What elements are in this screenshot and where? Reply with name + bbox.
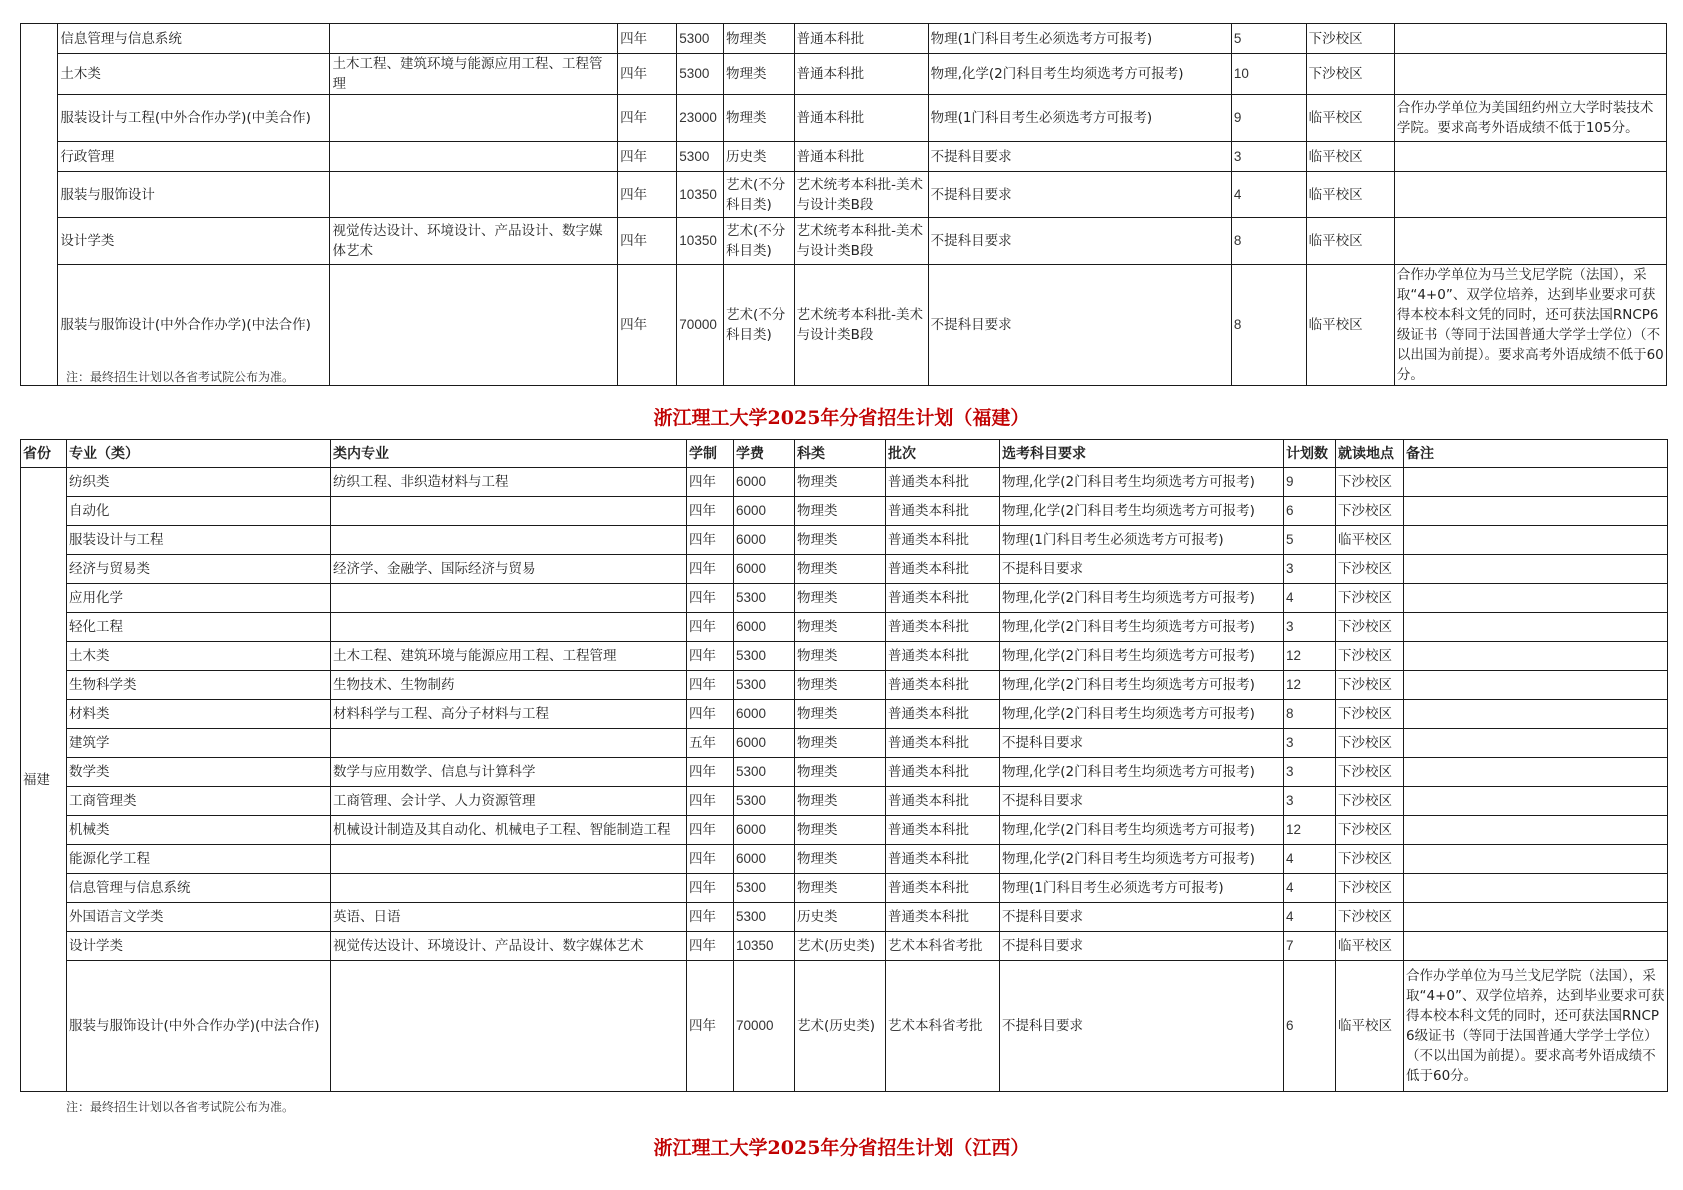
years-cell: 四年 [687,497,734,526]
campus-cell: 下沙校区 [1336,700,1404,729]
subjects-cell: 不提科目要求 [928,172,1231,218]
table-header-row [21,440,1668,468]
batch-cell: 艺术本科省考批 [886,932,1000,961]
note-cell [1394,24,1666,54]
category-cell: 历史类 [724,142,795,172]
major-cell: 服装设计与工程 [67,526,331,555]
subjects-cell: 物理,化学(2门科目考生均须选考方可报考) [1000,497,1284,526]
category-cell: 物理类 [795,729,886,758]
table-row [21,218,1667,265]
batch-cell: 普通类本科批 [886,526,1000,555]
note-cell [1404,671,1668,700]
table-row [21,874,1668,903]
years-cell: 四年 [618,95,677,142]
subjects-cell: 不提科目要求 [1000,961,1284,1092]
note-cell [1404,584,1668,613]
fee-cell: 5300 [734,642,795,671]
years-cell: 四年 [687,787,734,816]
header-campus: 就读地点 [1336,440,1404,468]
batch-cell: 普通类本科批 [886,613,1000,642]
subjects-cell: 物理,化学(2门科目考生均须选考方可报考) [1000,584,1284,613]
years-cell: 四年 [687,758,734,787]
years-cell: 四年 [687,671,734,700]
years-cell: 四年 [687,932,734,961]
fee-cell: 5300 [734,787,795,816]
fee-cell: 10350 [677,218,724,265]
category-cell: 物理类 [724,95,795,142]
subjects-cell: 不提科目要求 [1000,903,1284,932]
sub-major-cell: 视觉传达设计、环境设计、产品设计、数字媒体艺术 [330,218,618,265]
fee-cell: 5300 [734,671,795,700]
category-cell: 艺术(不分科目类) [724,218,795,265]
campus-cell: 下沙校区 [1306,54,1394,95]
footnote: 注：最终招生计划以各省考试院公布为准。 [66,1100,295,1114]
header-fee: 学费 [734,440,795,468]
fee-cell: 6000 [734,700,795,729]
plan-cell: 3 [1284,758,1336,787]
batch-cell: 普通类本科批 [886,555,1000,584]
campus-cell: 临平校区 [1306,142,1394,172]
sub-major-cell [331,845,687,874]
note-cell [1394,142,1666,172]
plan-cell: 9 [1284,468,1336,497]
note-cell [1404,729,1668,758]
header-batch: 批次 [886,440,1000,468]
campus-cell: 下沙校区 [1336,874,1404,903]
province-cell: 福建 [21,468,67,1092]
major-cell: 外国语言文学类 [67,903,331,932]
table-row [21,95,1667,142]
category-cell: 物理类 [724,24,795,54]
note-cell [1404,526,1668,555]
major-cell: 应用化学 [67,584,331,613]
category-cell: 艺术(历史类) [795,932,886,961]
major-cell: 能源化学工程 [67,845,331,874]
campus-cell: 临平校区 [1306,265,1394,386]
batch-cell: 普通类本科批 [886,903,1000,932]
footnote: 注：最终招生计划以各省考试院公布为准。 [66,370,295,384]
subjects-cell: 物理,化学(2门科目考生均须选考方可报考) [928,54,1231,95]
campus-cell: 下沙校区 [1336,729,1404,758]
major-cell: 机械类 [67,816,331,845]
major-cell: 土木类 [67,642,331,671]
fee-cell: 6000 [734,613,795,642]
sub-major-cell [330,265,618,386]
campus-cell: 临平校区 [1336,961,1404,1092]
years-cell: 四年 [687,584,734,613]
plan-cell: 5 [1284,526,1336,555]
major-cell: 数学类 [67,758,331,787]
table-row [21,961,1668,1092]
note-cell [1404,468,1668,497]
category-cell: 艺术(不分科目类) [724,172,795,218]
table-row [21,24,1667,54]
category-cell: 物理类 [795,497,886,526]
fee-cell: 5300 [734,758,795,787]
sub-major-cell: 视觉传达设计、环境设计、产品设计、数字媒体艺术 [331,932,687,961]
category-cell: 物理类 [795,613,886,642]
category-cell: 物理类 [795,671,886,700]
category-cell: 物理类 [795,555,886,584]
fee-cell: 6000 [734,526,795,555]
fee-cell: 10350 [734,932,795,961]
plan-cell: 7 [1284,932,1336,961]
enrollment-table-continued [20,23,1667,386]
category-cell: 物理类 [795,526,886,555]
plan-cell: 3 [1284,613,1336,642]
fee-cell: 70000 [734,961,795,1092]
major-cell: 建筑学 [67,729,331,758]
header-category: 科类 [795,440,886,468]
major-cell: 服装与服饰设计 [58,172,330,218]
table-row [21,54,1667,95]
note-cell: 合作办学单位为马兰戈尼学院（法国），采取“4+0”、双学位培养，达到毕业要求可获得本校本科文凭的同时，还可获法国RNCP6级证书（等同于法国普通大学学士学位）（不以出国为前提）。要求高考外语成绩不低于60分。 [1404,961,1668,1092]
campus-cell: 下沙校区 [1336,671,1404,700]
category-cell: 物理类 [795,642,886,671]
fee-cell: 5300 [734,584,795,613]
subjects-cell: 物理,化学(2门科目考生均须选考方可报考) [1000,816,1284,845]
batch-cell: 普通类本科批 [886,874,1000,903]
note-cell [1394,218,1666,265]
batch-cell: 普通类本科批 [886,584,1000,613]
batch-cell: 普通本科批 [794,95,928,142]
batch-cell: 普通类本科批 [886,642,1000,671]
major-cell: 土木类 [58,54,330,95]
table-row [21,729,1668,758]
sub-major-cell [331,961,687,1092]
note-cell [1394,172,1666,218]
category-cell: 物理类 [795,700,886,729]
major-cell: 材料类 [67,700,331,729]
plan-cell: 8 [1284,700,1336,729]
years-cell: 五年 [687,729,734,758]
header-sub-major: 类内专业 [331,440,687,468]
batch-cell: 普通类本科批 [886,816,1000,845]
sub-major-cell [330,142,618,172]
subjects-cell: 不提科目要求 [1000,787,1284,816]
note-cell [1404,497,1668,526]
subjects-cell: 不提科目要求 [1000,555,1284,584]
batch-cell: 普通类本科批 [886,468,1000,497]
sub-major-cell [330,95,618,142]
fee-cell: 10350 [677,172,724,218]
campus-cell: 下沙校区 [1336,613,1404,642]
major-cell: 信息管理与信息系统 [67,874,331,903]
campus-cell: 临平校区 [1336,526,1404,555]
sub-major-cell [331,497,687,526]
subjects-cell: 物理,化学(2门科目考生均须选考方可报考) [1000,613,1284,642]
major-cell: 服装设计与工程(中外合作办学)(中美合作) [58,95,330,142]
header-major: 专业（类） [67,440,331,468]
years-cell: 四年 [618,265,677,386]
sub-major-cell: 生物技术、生物制药 [331,671,687,700]
category-cell: 物理类 [795,816,886,845]
sub-major-cell: 经济学、金融学、国际经济与贸易 [331,555,687,584]
batch-cell: 艺术本科省考批 [886,961,1000,1092]
section-title-jiangxi: 浙江理工大学2025年分省招生计划（江西） [653,1137,1030,1159]
fee-cell: 6000 [734,729,795,758]
note-cell [1404,816,1668,845]
plan-cell: 3 [1231,142,1306,172]
note-cell [1404,758,1668,787]
major-cell: 信息管理与信息系统 [58,24,330,54]
sub-major-cell: 纺织工程、非织造材料与工程 [331,468,687,497]
table-row [21,845,1668,874]
sub-major-cell: 土木工程、建筑环境与能源应用工程、工程管理 [330,54,618,95]
batch-cell: 艺术统考本科批-美术与设计类B段 [794,265,928,386]
plan-cell: 12 [1284,671,1336,700]
note-cell [1404,903,1668,932]
years-cell: 四年 [618,172,677,218]
note-cell [1404,555,1668,584]
batch-cell: 普通类本科批 [886,700,1000,729]
subjects-cell: 不提科目要求 [1000,729,1284,758]
table-row [21,816,1668,845]
sub-major-cell [331,613,687,642]
campus-cell: 下沙校区 [1336,642,1404,671]
subjects-cell: 不提科目要求 [928,265,1231,386]
plan-cell: 4 [1284,903,1336,932]
batch-cell: 普通类本科批 [886,845,1000,874]
sub-major-cell [331,584,687,613]
note-cell [1404,845,1668,874]
plan-cell: 6 [1284,497,1336,526]
subjects-cell: 物理,化学(2门科目考生均须选考方可报考) [1000,700,1284,729]
batch-cell: 普通类本科批 [886,729,1000,758]
campus-cell: 临平校区 [1336,932,1404,961]
subjects-cell: 物理(1门科目考生必须选考方可报考) [928,24,1231,54]
section-title-fujian: 浙江理工大学2025年分省招生计划（福建） [653,407,1030,429]
years-cell: 四年 [687,961,734,1092]
campus-cell: 下沙校区 [1336,787,1404,816]
subjects-cell: 不提科目要求 [928,142,1231,172]
fee-cell: 6000 [734,816,795,845]
plan-cell: 12 [1284,642,1336,671]
category-cell: 艺术(不分科目类) [724,265,795,386]
category-cell: 物理类 [795,584,886,613]
table-row [21,787,1668,816]
major-cell: 自动化 [67,497,331,526]
major-cell: 经济与贸易类 [67,555,331,584]
enrollment-table-fujian [20,439,1668,1092]
table-row [21,468,1668,497]
subjects-cell: 物理,化学(2门科目考生均须选考方可报考) [1000,468,1284,497]
subjects-cell: 物理(1门科目考生必须选考方可报考) [1000,874,1284,903]
major-cell: 行政管理 [58,142,330,172]
category-cell: 物理类 [724,54,795,95]
campus-cell: 下沙校区 [1336,845,1404,874]
years-cell: 四年 [618,54,677,95]
plan-cell: 5 [1231,24,1306,54]
table-row [21,932,1668,961]
header-note: 备注 [1404,440,1668,468]
sub-major-cell [331,729,687,758]
sub-major-cell: 机械设计制造及其自动化、机械电子工程、智能制造工程 [331,816,687,845]
campus-cell: 下沙校区 [1336,758,1404,787]
note-cell [1404,613,1668,642]
fee-cell: 70000 [677,265,724,386]
plan-cell: 9 [1231,95,1306,142]
years-cell: 四年 [687,555,734,584]
category-cell: 物理类 [795,845,886,874]
fee-cell: 6000 [734,845,795,874]
plan-cell: 4 [1284,874,1336,903]
years-cell: 四年 [687,874,734,903]
years-cell: 四年 [687,642,734,671]
plan-cell: 8 [1231,218,1306,265]
major-cell: 工商管理类 [67,787,331,816]
fee-cell: 6000 [734,468,795,497]
subjects-cell: 物理,化学(2门科目考生均须选考方可报考) [1000,758,1284,787]
note-cell [1404,787,1668,816]
years-cell: 四年 [687,613,734,642]
subjects-cell: 物理,化学(2门科目考生均须选考方可报考) [1000,671,1284,700]
table-row [21,903,1668,932]
plan-cell: 3 [1284,729,1336,758]
category-cell: 历史类 [795,903,886,932]
years-cell: 四年 [618,218,677,265]
sub-major-cell: 工商管理、会计学、人力资源管理 [331,787,687,816]
plan-cell: 4 [1284,845,1336,874]
category-cell: 艺术(历史类) [795,961,886,1092]
sub-major-cell: 英语、日语 [331,903,687,932]
plan-cell: 6 [1284,961,1336,1092]
major-cell: 服装与服饰设计(中外合作办学)(中法合作) [58,265,330,386]
category-cell: 物理类 [795,787,886,816]
years-cell: 四年 [618,142,677,172]
campus-cell: 临平校区 [1306,218,1394,265]
header-plan: 计划数 [1284,440,1336,468]
campus-cell: 下沙校区 [1336,497,1404,526]
sub-major-cell [330,172,618,218]
table-row [21,172,1667,218]
table-row [21,526,1668,555]
table-row [21,671,1668,700]
batch-cell: 艺术统考本科批-美术与设计类B段 [794,172,928,218]
plan-cell: 8 [1231,265,1306,386]
fee-cell: 23000 [677,95,724,142]
fee-cell: 5300 [734,874,795,903]
table-row [21,497,1668,526]
plan-cell: 4 [1231,172,1306,218]
header-years: 学制 [687,440,734,468]
campus-cell: 下沙校区 [1336,555,1404,584]
years-cell: 四年 [618,24,677,54]
fee-cell: 5300 [677,24,724,54]
note-cell [1404,874,1668,903]
fee-cell: 6000 [734,497,795,526]
fee-cell: 6000 [734,555,795,584]
batch-cell: 普通本科批 [794,24,928,54]
subjects-cell: 不提科目要求 [928,218,1231,265]
plan-cell: 4 [1284,584,1336,613]
batch-cell: 普通类本科批 [886,787,1000,816]
batch-cell: 普通本科批 [794,54,928,95]
fee-cell: 5300 [677,142,724,172]
note-cell [1404,700,1668,729]
sub-major-cell: 数学与应用数学、信息与计算科学 [331,758,687,787]
years-cell: 四年 [687,845,734,874]
note-cell [1394,54,1666,95]
table-row [21,142,1667,172]
sub-major-cell [331,526,687,555]
campus-cell: 下沙校区 [1336,816,1404,845]
table-row [21,642,1668,671]
category-cell: 物理类 [795,758,886,787]
subjects-cell: 物理,化学(2门科目考生均须选考方可报考) [1000,845,1284,874]
note-cell [1404,642,1668,671]
campus-cell: 临平校区 [1306,95,1394,142]
campus-cell: 临平校区 [1306,172,1394,218]
province-cell [21,24,58,386]
table-row [21,758,1668,787]
plan-cell: 3 [1284,555,1336,584]
header-subjects: 选考科目要求 [1000,440,1284,468]
years-cell: 四年 [687,526,734,555]
plan-cell: 12 [1284,816,1336,845]
years-cell: 四年 [687,468,734,497]
batch-cell: 普通类本科批 [886,758,1000,787]
header-province: 省份 [21,440,67,468]
plan-cell: 3 [1284,787,1336,816]
campus-cell: 下沙校区 [1336,903,1404,932]
category-cell: 物理类 [795,468,886,497]
campus-cell: 下沙校区 [1336,584,1404,613]
subjects-cell: 物理,化学(2门科目考生均须选考方可报考) [1000,642,1284,671]
campus-cell: 下沙校区 [1306,24,1394,54]
major-cell: 服装与服饰设计(中外合作办学)(中法合作) [67,961,331,1092]
plan-cell: 10 [1231,54,1306,95]
batch-cell: 艺术统考本科批-美术与设计类B段 [794,218,928,265]
subjects-cell: 物理(1门科目考生必须选考方可报考) [1000,526,1284,555]
note-cell: 合作办学单位为马兰戈尼学院（法国），采取“4+0”、双学位培养，达到毕业要求可获得本校本科文凭的同时，还可获法国RNCP6级证书（等同于法国普通大学学士学位）（不以出国为前提）。要求高考外语成绩不低于60分。 [1394,265,1666,386]
fee-cell: 5300 [734,903,795,932]
table-row [21,700,1668,729]
sub-major-cell: 材料科学与工程、高分子材料与工程 [331,700,687,729]
batch-cell: 普通本科批 [794,142,928,172]
table-row [21,584,1668,613]
table-row [21,613,1668,642]
subjects-cell: 不提科目要求 [1000,932,1284,961]
note-cell [1404,932,1668,961]
major-cell: 纺织类 [67,468,331,497]
sub-major-cell: 土木工程、建筑环境与能源应用工程、工程管理 [331,642,687,671]
years-cell: 四年 [687,903,734,932]
major-cell: 轻化工程 [67,613,331,642]
table-row [21,555,1668,584]
batch-cell: 普通类本科批 [886,671,1000,700]
major-cell: 设计学类 [67,932,331,961]
years-cell: 四年 [687,700,734,729]
batch-cell: 普通类本科批 [886,497,1000,526]
years-cell: 四年 [687,816,734,845]
sub-major-cell [331,874,687,903]
fee-cell: 5300 [677,54,724,95]
category-cell: 物理类 [795,874,886,903]
subjects-cell: 物理(1门科目考生必须选考方可报考) [928,95,1231,142]
major-cell: 生物科学类 [67,671,331,700]
sub-major-cell [330,24,618,54]
note-cell: 合作办学单位为美国纽约州立大学时装技术学院。要求高考外语成绩不低于105分。 [1394,95,1666,142]
major-cell: 设计学类 [58,218,330,265]
campus-cell: 下沙校区 [1336,468,1404,497]
